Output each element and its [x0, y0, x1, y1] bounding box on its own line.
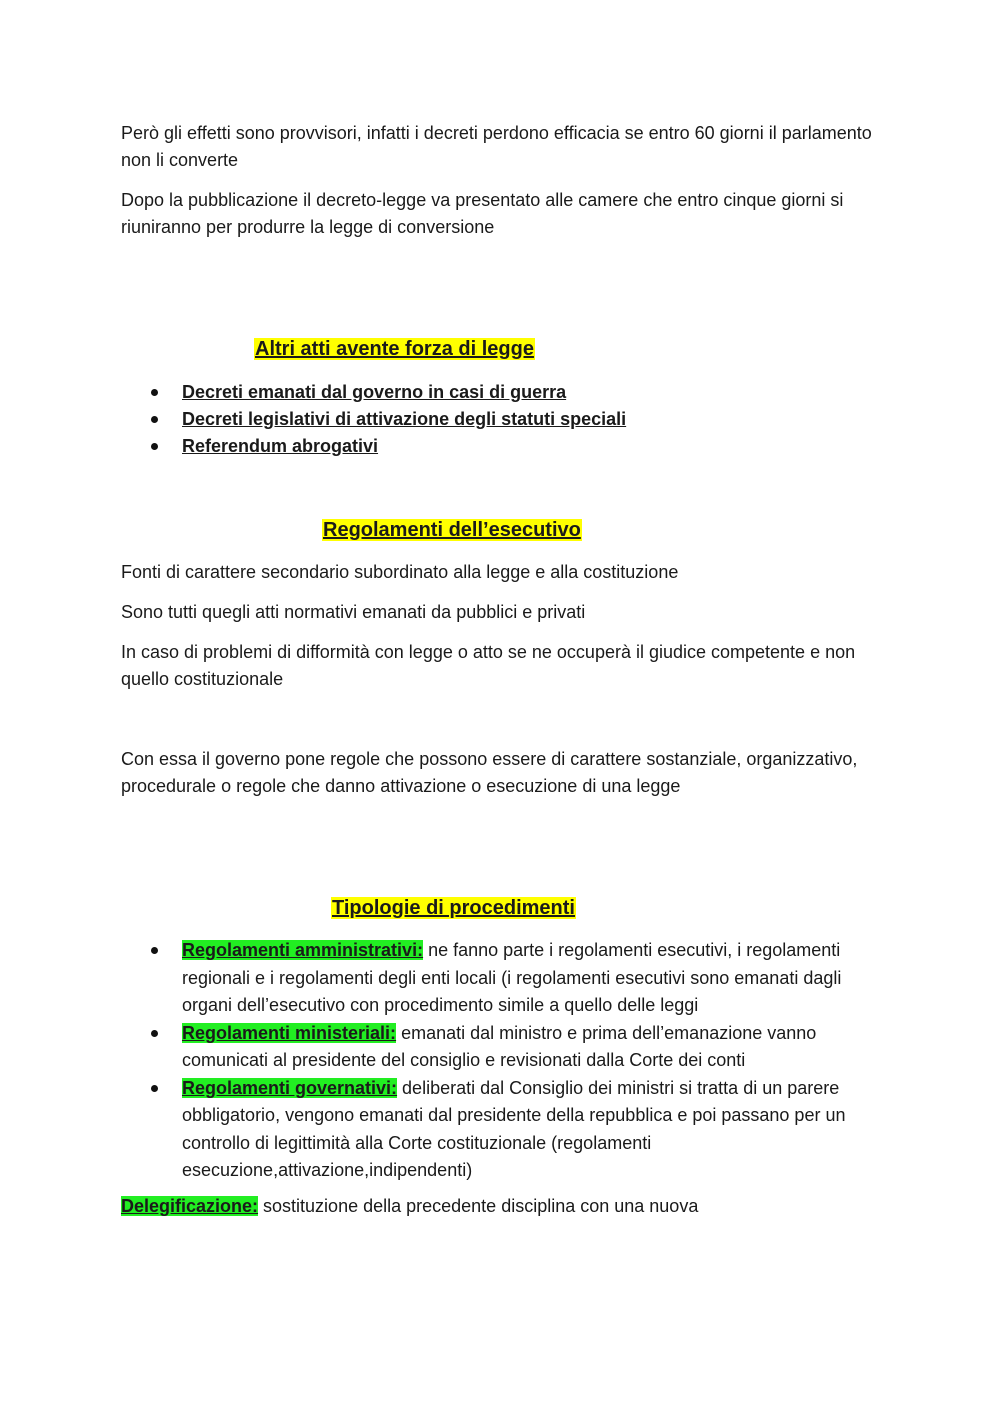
term-description: ne fanno parte i regolamenti esecutivi, i regolamenti regionali e i regolamenti degli enti locali (i regolamenti esecutivi sono emanati dagli organi dell’esecutivo con procedimento simile a quello delle leggi: [182, 940, 842, 1015]
term-highlight: Regolamenti ministeriali:: [182, 1022, 397, 1043]
delegificazione-paragraph: [121, 1193, 881, 1220]
list-item-text: Decreti emanati dal governo in casi di guerra: [182, 382, 567, 402]
term-description: deliberati dal Consiglio dei ministri si tratta di un parere obbligatorio, vengono emanati dal presidente della repubblica e poi passano per un controllo di legittimità alla Corte costituzionale (regolamenti esecuzione,attivazione,indipendenti): [182, 1077, 846, 1180]
term-highlight: Regolamenti amministrativi:: [182, 940, 424, 960]
section-title-tipologie-text: Tipologie di procedimenti: [332, 897, 575, 919]
term-highlight: Delegificazione:: [121, 1196, 259, 1216]
list-item-text: Referendum abrogativi: [182, 436, 379, 456]
regolamenti-paragraph-1: Fonti di carattere secondario subordinato alla legge e alla costituzione: [121, 562, 679, 582]
tipologie-list: [121, 937, 881, 1185]
regolamenti-paragraph-4: Con essa il governo pone regole che possono essere di carattere sostanziale, organizzativo, procedurale o regole che danno attivazione o esecuzione di una legge: [121, 749, 858, 796]
section-title-tipologie: [331, 893, 576, 923]
list-item: [121, 379, 881, 406]
intro-paragraph-2: Dopo la pubblicazione il decreto-legge va presentato alle camere che entro cinque giorni si riuniranno per produrre la legge di conversione: [121, 190, 844, 237]
term-highlight: Regolamenti governativi:: [182, 1077, 398, 1098]
regolamenti-paragraph-2: Sono tutti quegli atti normativi emanati da pubblici e privati: [121, 602, 586, 622]
list-item: [121, 433, 881, 460]
list-item: [121, 937, 881, 1020]
list-item: [121, 1075, 881, 1185]
intro-paragraph-1: Però gli effetti sono provvisori, infatti i decreti perdono efficacia se entro 60 giorni il parlamento non li converte: [121, 123, 872, 170]
list-item: [121, 406, 881, 433]
list-item-text: Decreti legislativi di attivazione degli statuti speciali: [182, 409, 627, 429]
section-title-regolamenti-text: Regolamenti dell’esecutivo: [323, 519, 581, 541]
section-title-altri-atti: [254, 334, 535, 364]
altri-atti-list: [121, 379, 881, 460]
term-description: sostituzione della precedente disciplina con una nuova: [258, 1196, 699, 1216]
list-item: [121, 1020, 881, 1075]
term-description: emanati dal ministro e prima dell’emanazione vanno comunicati al presidente del consiglio e revisionati dalla Corte dei conti: [182, 1022, 817, 1070]
section-title-altri-atti-text: Altri atti avente forza di legge: [255, 338, 534, 360]
regolamenti-paragraph-3: In caso di problemi di difformità con legge o atto se ne occuperà il giudice competente e non quello costituzionale: [121, 642, 856, 689]
section-title-regolamenti: [322, 515, 582, 545]
